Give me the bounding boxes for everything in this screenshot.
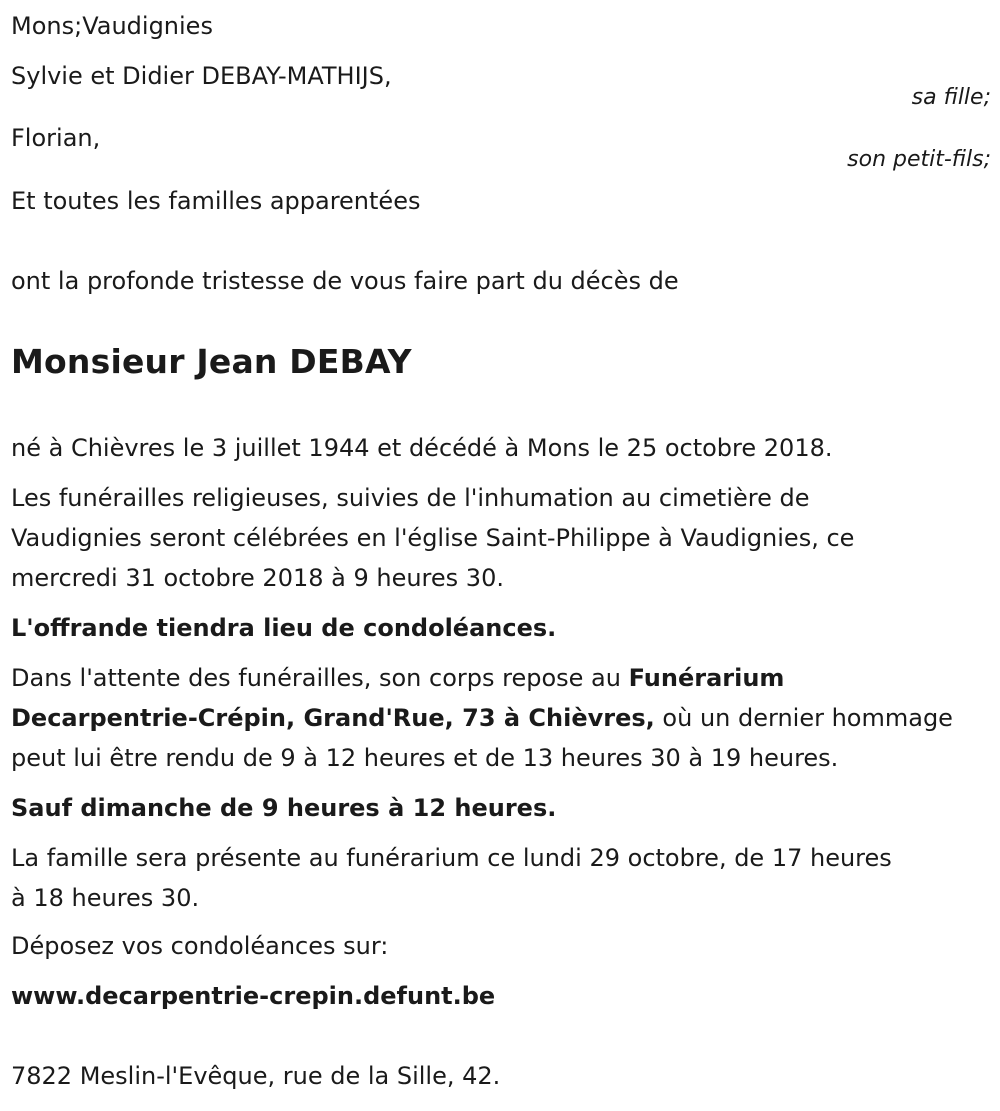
rest-text: où un dernier hommage — [654, 704, 953, 732]
family-member-2 — [11, 118, 991, 172]
rest-line — [11, 698, 1000, 738]
family-member-3: Et toutes les familles apparentées — [11, 187, 421, 215]
deceased-name: Monsieur Jean DEBAY — [11, 342, 412, 381]
funeral-paragraph — [11, 478, 854, 598]
family-member-name: Sylvie et Didier DEBAY-MATHIJS, — [11, 62, 392, 90]
family-member-relation: son petit-fils; — [847, 147, 991, 172]
location-header: Mons;Vaudignies — [11, 12, 213, 40]
funeral-line: Les funérailles religieuses, suivies de l'inhumation au cimetière de — [11, 484, 810, 512]
rest-paragraph — [11, 658, 1000, 778]
family-member-1 — [11, 56, 991, 110]
family-presence-paragraph — [11, 838, 892, 918]
sunday-note: Sauf dimanche de 9 heures à 12 heures. — [11, 794, 557, 822]
funeral-line: mercredi 31 octobre 2018 à 9 heures 30. — [11, 564, 504, 592]
address-text: 7822 Meslin-l'Evêque, rue de la Sille, 42. — [11, 1062, 501, 1090]
announcement-text: ont la profonde tristesse de vous faire part du décès de — [11, 267, 679, 295]
family-presence-line: à 18 heures 30. — [11, 884, 200, 912]
family-member-name: Florian, — [11, 124, 101, 152]
condolences-label: Déposez vos condoléances sur: — [11, 932, 389, 960]
birth-death-text: né à Chièvres le 3 juillet 1944 et décédé à Mons le 25 octobre 2018. — [11, 434, 833, 462]
rest-line: peut lui être rendu de 9 à 12 heures et de 13 heures 30 à 19 heures. — [11, 744, 839, 772]
rest-line — [11, 658, 1000, 698]
offering-text: L'offrande tiendra lieu de condoléances. — [11, 614, 557, 642]
funerarium-address: Decarpentrie-Crépin, Grand'Rue, 73 à Chièvres, — [11, 704, 655, 732]
funerarium-name: Funérarium — [628, 664, 785, 692]
family-presence-line: La famille sera présente au funérarium ce lundi 29 octobre, de 17 heures — [11, 844, 892, 872]
funeral-line: Vaudignies seront célébrées en l'église Saint-Philippe à Vaudignies, ce — [11, 524, 855, 552]
rest-text: Dans l'attente des funérailles, son corps repose au — [11, 664, 629, 692]
family-member-relation: sa fille; — [911, 85, 991, 110]
condolences-website-link[interactable]: www.decarpentrie-crepin.defunt.be — [11, 982, 496, 1010]
